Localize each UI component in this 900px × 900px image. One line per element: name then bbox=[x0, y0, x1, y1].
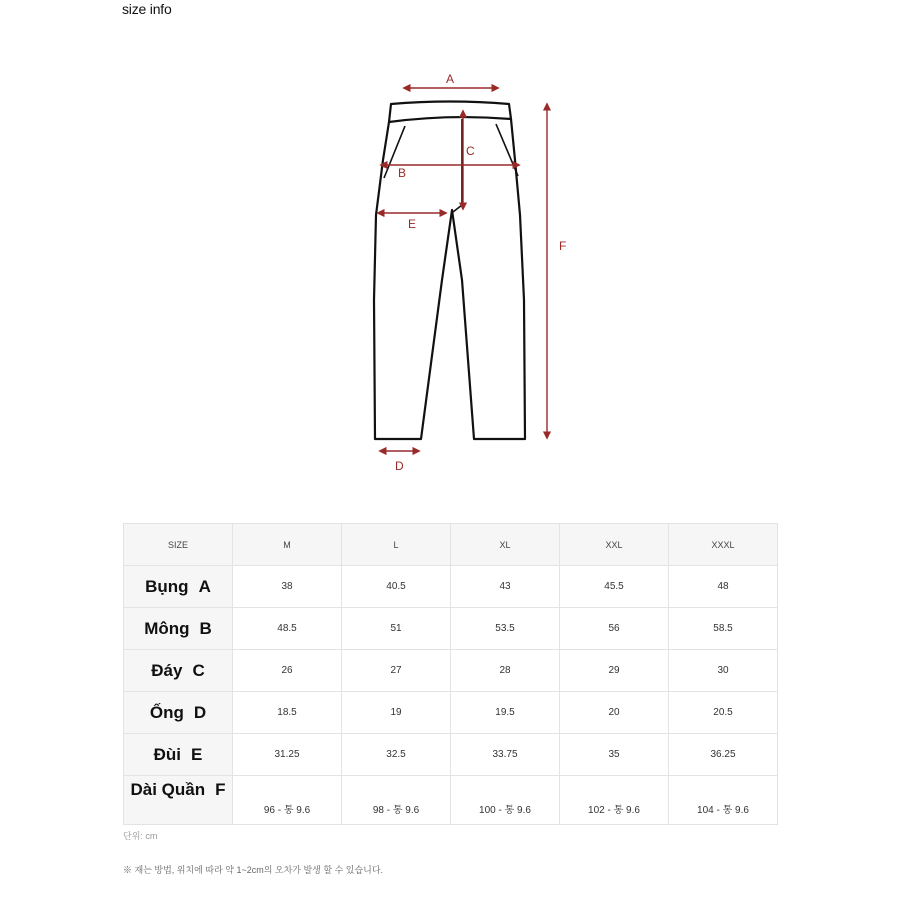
table-cell: 19 bbox=[342, 692, 451, 734]
row-code: F bbox=[215, 780, 226, 799]
table-cell: 27 bbox=[342, 650, 451, 692]
table-row bbox=[124, 566, 778, 608]
table-cell: 35 bbox=[560, 734, 669, 776]
row-name: Đùi bbox=[153, 744, 182, 764]
table-cell: 20.5 bbox=[669, 692, 778, 734]
table-row bbox=[124, 692, 778, 734]
table-cell: 53.5 bbox=[451, 608, 560, 650]
table-header-row bbox=[124, 524, 778, 566]
row-code: A bbox=[198, 576, 211, 596]
table-cell: 96 - 통 9.6 bbox=[233, 776, 342, 825]
row-code: D bbox=[193, 702, 207, 722]
row-label bbox=[124, 734, 233, 776]
legs-shape bbox=[374, 119, 525, 439]
header-cell-m: M bbox=[233, 524, 342, 566]
table-cell: 48.5 bbox=[233, 608, 342, 650]
row-name: Dài Quần bbox=[130, 780, 206, 799]
row-label bbox=[124, 566, 233, 608]
table-cell: 104 - 통 9.6 bbox=[669, 776, 778, 825]
row-code: E bbox=[191, 744, 203, 764]
table-cell: 40.5 bbox=[342, 566, 451, 608]
table-cell: 29 bbox=[560, 650, 669, 692]
header-cell-xl: XL bbox=[451, 524, 560, 566]
unit-note: 단위: cm bbox=[123, 831, 158, 841]
table-row bbox=[124, 650, 778, 692]
header-cell-xxxl: XXXL bbox=[669, 524, 778, 566]
table-row bbox=[124, 734, 778, 776]
page-title: size info bbox=[122, 1, 172, 17]
row-label bbox=[124, 776, 233, 825]
table-cell: 32.5 bbox=[342, 734, 451, 776]
label-f: F bbox=[559, 239, 567, 253]
table-cell: 58.5 bbox=[669, 608, 778, 650]
label-e: E bbox=[408, 217, 417, 231]
row-label bbox=[124, 608, 233, 650]
table-cell: 26 bbox=[233, 650, 342, 692]
header-cell-xxl: XXL bbox=[560, 524, 669, 566]
table-cell: 30 bbox=[669, 650, 778, 692]
label-c: C bbox=[466, 144, 475, 158]
row-label bbox=[124, 692, 233, 734]
label-a: A bbox=[446, 72, 455, 86]
header-cell-size: SIZE bbox=[124, 524, 233, 566]
table-cell: 20 bbox=[560, 692, 669, 734]
label-d: D bbox=[395, 459, 404, 473]
table-cell: 19.5 bbox=[451, 692, 560, 734]
header-cell-l: L bbox=[342, 524, 451, 566]
pants-outline bbox=[374, 102, 525, 440]
row-code: B bbox=[199, 618, 212, 638]
table-cell: 48 bbox=[669, 566, 778, 608]
footnote: ※ 재는 방법, 위치에 따라 약 1~2cm의 오차가 발생 할 수 있습니다. bbox=[123, 865, 384, 875]
table-cell: 45.5 bbox=[560, 566, 669, 608]
table-cell: 100 - 통 9.6 bbox=[451, 776, 560, 825]
table-cell: 43 bbox=[451, 566, 560, 608]
table-cell: 31.25 bbox=[233, 734, 342, 776]
size-table bbox=[123, 523, 778, 825]
table-cell: 56 bbox=[560, 608, 669, 650]
table-cell: 38 bbox=[233, 566, 342, 608]
table-row bbox=[124, 776, 778, 825]
row-label bbox=[124, 650, 233, 692]
table-cell: 18.5 bbox=[233, 692, 342, 734]
row-name: Mông bbox=[144, 618, 190, 638]
table-cell: 33.75 bbox=[451, 734, 560, 776]
table-cell: 51 bbox=[342, 608, 451, 650]
row-name: Bụng bbox=[145, 576, 189, 596]
table-cell: 102 - 통 9.6 bbox=[560, 776, 669, 825]
row-name: Ống bbox=[149, 702, 184, 722]
table-cell: 36.25 bbox=[669, 734, 778, 776]
waistband-shape bbox=[389, 102, 511, 123]
table-row bbox=[124, 608, 778, 650]
row-code: C bbox=[192, 660, 205, 680]
table-cell: 98 - 통 9.6 bbox=[342, 776, 451, 825]
table-cell: 28 bbox=[451, 650, 560, 692]
label-b: B bbox=[398, 166, 407, 180]
row-name: Đáy bbox=[151, 660, 183, 680]
